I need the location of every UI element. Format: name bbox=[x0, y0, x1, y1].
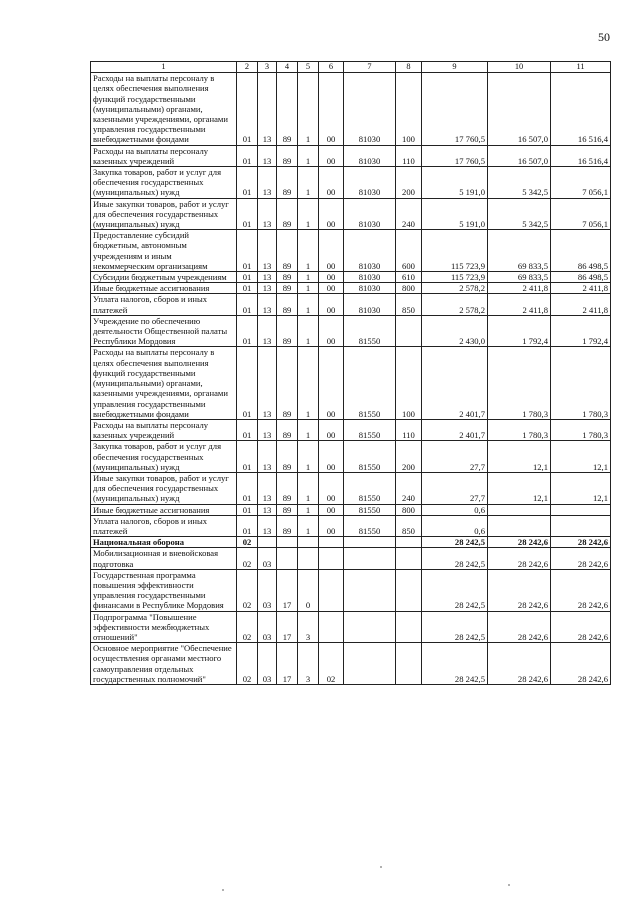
row-name-cell bbox=[91, 347, 237, 419]
row-name-cell bbox=[91, 441, 237, 473]
cell-col-5: 1 bbox=[298, 515, 319, 536]
cell-col-11: 1 780,3 bbox=[551, 419, 611, 440]
cell-col-6: 00 bbox=[319, 419, 344, 440]
cell-col-4: 89 bbox=[277, 294, 298, 315]
cell-col-3: 13 bbox=[258, 347, 277, 419]
cell-col-11: 28 242,6 bbox=[551, 548, 611, 569]
cell-col-11: 86 498,5 bbox=[551, 230, 611, 272]
row-name-cell bbox=[91, 230, 237, 272]
cell-col-6 bbox=[319, 611, 344, 643]
table-row bbox=[91, 472, 611, 504]
cell-col-4: 89 bbox=[277, 504, 298, 515]
header-cell: 3 bbox=[258, 62, 277, 73]
scan-speck bbox=[508, 884, 510, 886]
cell-col-11: 7 056,1 bbox=[551, 198, 611, 230]
scan-speck bbox=[380, 866, 382, 868]
cell-col-10 bbox=[488, 504, 551, 515]
table-row bbox=[91, 198, 611, 230]
cell-col-7: 81550 bbox=[344, 419, 396, 440]
row-name: Иные закупки товаров, работ и услуг для обеспечения государственных (муниципальных) нужд bbox=[93, 472, 229, 504]
row-name-cell bbox=[91, 145, 237, 166]
table-row bbox=[91, 145, 611, 166]
cell-col-11: 16 516,4 bbox=[551, 145, 611, 166]
cell-col-2: 01 bbox=[237, 504, 258, 515]
header-cell: 8 bbox=[396, 62, 422, 73]
cell-col-6: 00 bbox=[319, 504, 344, 515]
cell-col-4: 89 bbox=[277, 515, 298, 536]
cell-col-2: 01 bbox=[237, 283, 258, 294]
row-name: Национальная оборона bbox=[93, 537, 185, 548]
cell-col-9: 2 401,7 bbox=[422, 347, 488, 419]
cell-col-6: 00 bbox=[319, 167, 344, 199]
cell-col-3: 03 bbox=[258, 611, 277, 643]
cell-col-10: 1 780,3 bbox=[488, 347, 551, 419]
cell-col-2: 02 bbox=[237, 569, 258, 611]
row-name-cell bbox=[91, 472, 237, 504]
cell-col-3: 13 bbox=[258, 145, 277, 166]
table-row bbox=[91, 504, 611, 515]
cell-col-7: 81030 bbox=[344, 145, 396, 166]
cell-col-3: 13 bbox=[258, 294, 277, 315]
cell-col-6: 00 bbox=[319, 347, 344, 419]
cell-col-9: 17 760,5 bbox=[422, 145, 488, 166]
cell-col-11: 28 242,6 bbox=[551, 569, 611, 611]
cell-col-6 bbox=[319, 548, 344, 569]
cell-col-2: 01 bbox=[237, 515, 258, 536]
cell-col-9: 2 401,7 bbox=[422, 419, 488, 440]
row-name-cell bbox=[91, 537, 237, 548]
cell-col-4: 89 bbox=[277, 283, 298, 294]
cell-col-6: 00 bbox=[319, 230, 344, 272]
cell-col-2: 01 bbox=[237, 419, 258, 440]
cell-col-10: 2 411,8 bbox=[488, 283, 551, 294]
row-name-cell bbox=[91, 643, 237, 685]
cell-col-2: 01 bbox=[237, 294, 258, 315]
cell-col-5 bbox=[298, 537, 319, 548]
cell-col-7: 81030 bbox=[344, 272, 396, 283]
cell-col-9: 27,7 bbox=[422, 472, 488, 504]
cell-col-5: 1 bbox=[298, 230, 319, 272]
row-name-cell bbox=[91, 419, 237, 440]
cell-col-9: 115 723,9 bbox=[422, 272, 488, 283]
cell-col-7: 81550 bbox=[344, 347, 396, 419]
cell-col-11 bbox=[551, 515, 611, 536]
cell-col-2: 01 bbox=[237, 272, 258, 283]
cell-col-10: 1 780,3 bbox=[488, 419, 551, 440]
cell-col-7 bbox=[344, 569, 396, 611]
cell-col-9: 0,6 bbox=[422, 515, 488, 536]
cell-col-3: 13 bbox=[258, 198, 277, 230]
cell-col-10: 28 242,6 bbox=[488, 643, 551, 685]
cell-col-9: 28 242,5 bbox=[422, 548, 488, 569]
cell-col-9: 115 723,9 bbox=[422, 230, 488, 272]
cell-col-6: 02 bbox=[319, 643, 344, 685]
cell-col-5: 1 bbox=[298, 294, 319, 315]
cell-col-3: 13 bbox=[258, 504, 277, 515]
row-name: Уплата налогов, сборов и иных платежей bbox=[93, 515, 208, 536]
cell-col-2: 02 bbox=[237, 548, 258, 569]
cell-col-10: 69 833,5 bbox=[488, 272, 551, 283]
cell-col-3: 03 bbox=[258, 569, 277, 611]
row-name: Мобилизационная и вневойсковая подготовка bbox=[93, 548, 219, 569]
cell-col-4: 89 bbox=[277, 198, 298, 230]
cell-col-11: 16 516,4 bbox=[551, 73, 611, 145]
cell-col-5: 1 bbox=[298, 419, 319, 440]
cell-col-11: 86 498,5 bbox=[551, 272, 611, 283]
cell-col-3: 13 bbox=[258, 441, 277, 473]
cell-col-2: 02 bbox=[237, 611, 258, 643]
row-name: Иные бюджетные ассигнования bbox=[93, 283, 210, 294]
cell-col-7: 81550 bbox=[344, 504, 396, 515]
table-row bbox=[91, 441, 611, 473]
cell-col-5: 1 bbox=[298, 315, 319, 347]
cell-col-2: 01 bbox=[237, 145, 258, 166]
cell-col-7: 81550 bbox=[344, 515, 396, 536]
row-name: Расходы на выплаты персоналу в целях обеспечения выполнения функций государственными (муниципальными) органами, казенными учреждениями, органами управления государственными внебюджетными фондами bbox=[93, 347, 228, 419]
cell-col-6: 00 bbox=[319, 472, 344, 504]
cell-col-7: 81550 bbox=[344, 315, 396, 347]
cell-col-2: 02 bbox=[237, 643, 258, 685]
cell-col-11: 28 242,6 bbox=[551, 611, 611, 643]
table-row bbox=[91, 643, 611, 685]
cell-col-10: 16 507,0 bbox=[488, 73, 551, 145]
cell-col-2: 02 bbox=[237, 537, 258, 548]
header-cell: 4 bbox=[277, 62, 298, 73]
row-name: Предоставление субсидий бюджетным, автономным учреждениям и иным некоммерческим организациям bbox=[93, 230, 208, 271]
cell-col-10: 2 411,8 bbox=[488, 294, 551, 315]
row-name-cell bbox=[91, 548, 237, 569]
cell-col-11 bbox=[551, 504, 611, 515]
header-cell: 11 bbox=[551, 62, 611, 73]
row-name-cell bbox=[91, 294, 237, 315]
row-name: Закупка товаров, работ и услуг для обеспечения государственных (муниципальных) нужд bbox=[93, 167, 222, 198]
table-row bbox=[91, 569, 611, 611]
cell-col-3: 13 bbox=[258, 472, 277, 504]
cell-col-2: 01 bbox=[237, 198, 258, 230]
cell-col-11: 7 056,1 bbox=[551, 167, 611, 199]
cell-col-7: 81030 bbox=[344, 294, 396, 315]
cell-col-3: 13 bbox=[258, 419, 277, 440]
cell-col-8 bbox=[396, 537, 422, 548]
header-cell: 7 bbox=[344, 62, 396, 73]
cell-col-9: 27,7 bbox=[422, 441, 488, 473]
cell-col-8: 110 bbox=[396, 419, 422, 440]
cell-col-10 bbox=[488, 515, 551, 536]
cell-col-7: 81030 bbox=[344, 73, 396, 145]
table-row bbox=[91, 272, 611, 283]
cell-col-8 bbox=[396, 548, 422, 569]
cell-col-8 bbox=[396, 611, 422, 643]
cell-col-3 bbox=[258, 537, 277, 548]
cell-col-5: 1 bbox=[298, 347, 319, 419]
cell-col-10: 12,1 bbox=[488, 472, 551, 504]
cell-col-6: 00 bbox=[319, 515, 344, 536]
cell-col-7: 81030 bbox=[344, 198, 396, 230]
cell-col-5 bbox=[298, 548, 319, 569]
cell-col-3: 13 bbox=[258, 167, 277, 199]
cell-col-8: 100 bbox=[396, 73, 422, 145]
header-cell: 1 bbox=[91, 62, 237, 73]
cell-col-10: 28 242,6 bbox=[488, 537, 551, 548]
cell-col-4: 89 bbox=[277, 315, 298, 347]
cell-col-5: 1 bbox=[298, 73, 319, 145]
row-name: Расходы на выплаты персоналу казенных учреждений bbox=[93, 145, 209, 166]
cell-col-5: 1 bbox=[298, 472, 319, 504]
cell-col-6: 00 bbox=[319, 283, 344, 294]
cell-col-8: 800 bbox=[396, 283, 422, 294]
cell-col-6: 00 bbox=[319, 294, 344, 315]
row-name: Учреждение по обеспечению деятельности Общественной палаты Республики Мордовия bbox=[93, 315, 228, 347]
cell-col-11: 2 411,8 bbox=[551, 294, 611, 315]
row-name-cell bbox=[91, 283, 237, 294]
cell-col-8: 240 bbox=[396, 198, 422, 230]
table-row bbox=[91, 515, 611, 536]
cell-col-10: 16 507,0 bbox=[488, 145, 551, 166]
cell-col-8 bbox=[396, 643, 422, 685]
cell-col-7: 81550 bbox=[344, 472, 396, 504]
cell-col-11: 12,1 bbox=[551, 472, 611, 504]
cell-col-7 bbox=[344, 537, 396, 548]
cell-col-6 bbox=[319, 537, 344, 548]
cell-col-3: 13 bbox=[258, 315, 277, 347]
cell-col-10: 12,1 bbox=[488, 441, 551, 473]
row-name-cell bbox=[91, 515, 237, 536]
cell-col-4: 89 bbox=[277, 230, 298, 272]
table-row bbox=[91, 315, 611, 347]
cell-col-3: 13 bbox=[258, 272, 277, 283]
cell-col-9: 28 242,5 bbox=[422, 537, 488, 548]
cell-col-4 bbox=[277, 548, 298, 569]
cell-col-10: 5 342,5 bbox=[488, 167, 551, 199]
cell-col-4: 17 bbox=[277, 643, 298, 685]
cell-col-4: 89 bbox=[277, 472, 298, 504]
cell-col-9: 2 430,0 bbox=[422, 315, 488, 347]
cell-col-4: 89 bbox=[277, 167, 298, 199]
cell-col-5: 1 bbox=[298, 198, 319, 230]
cell-col-4: 17 bbox=[277, 611, 298, 643]
table-row bbox=[91, 419, 611, 440]
cell-col-5: 3 bbox=[298, 611, 319, 643]
cell-col-10: 28 242,6 bbox=[488, 548, 551, 569]
cell-col-2: 01 bbox=[237, 347, 258, 419]
cell-col-6: 00 bbox=[319, 198, 344, 230]
row-name: Расходы на выплаты персоналу в целях обеспечения выполнения функций государственными (муниципальными) органами, казенными учреждениями, органами управления государственными внебюджетными фондами bbox=[93, 73, 228, 145]
row-name: Подпрограмма "Повышение эффективности межбюджетных отношений" bbox=[93, 611, 210, 642]
cell-col-9: 28 242,5 bbox=[422, 611, 488, 643]
cell-col-9: 28 242,5 bbox=[422, 569, 488, 611]
cell-col-10: 28 242,6 bbox=[488, 611, 551, 643]
cell-col-7 bbox=[344, 611, 396, 643]
cell-col-6: 00 bbox=[319, 315, 344, 347]
row-name-cell bbox=[91, 504, 237, 515]
cell-col-2: 01 bbox=[237, 315, 258, 347]
cell-col-8: 200 bbox=[396, 441, 422, 473]
cell-col-9: 5 191,0 bbox=[422, 167, 488, 199]
cell-col-8: 610 bbox=[396, 272, 422, 283]
header-cell: 6 bbox=[319, 62, 344, 73]
table-row bbox=[91, 283, 611, 294]
cell-col-4: 89 bbox=[277, 272, 298, 283]
cell-col-11: 12,1 bbox=[551, 441, 611, 473]
cell-col-2: 01 bbox=[237, 472, 258, 504]
row-name: Иные бюджетные ассигнования bbox=[93, 504, 210, 515]
row-name-cell bbox=[91, 611, 237, 643]
cell-col-9: 5 191,0 bbox=[422, 198, 488, 230]
table-row bbox=[91, 347, 611, 419]
cell-col-5: 1 bbox=[298, 283, 319, 294]
cell-col-3: 13 bbox=[258, 515, 277, 536]
cell-col-2: 01 bbox=[237, 167, 258, 199]
budget-table bbox=[90, 61, 611, 685]
cell-col-7: 81030 bbox=[344, 283, 396, 294]
table-row bbox=[91, 548, 611, 569]
cell-col-3: 13 bbox=[258, 73, 277, 145]
cell-col-7 bbox=[344, 643, 396, 685]
row-name-cell bbox=[91, 73, 237, 145]
cell-col-6: 00 bbox=[319, 73, 344, 145]
cell-col-2: 01 bbox=[237, 73, 258, 145]
cell-col-10: 69 833,5 bbox=[488, 230, 551, 272]
cell-col-9: 2 578,2 bbox=[422, 283, 488, 294]
cell-col-5: 1 bbox=[298, 504, 319, 515]
cell-col-8: 850 bbox=[396, 294, 422, 315]
cell-col-8: 200 bbox=[396, 167, 422, 199]
cell-col-10: 5 342,5 bbox=[488, 198, 551, 230]
table-row bbox=[91, 73, 611, 145]
cell-col-2: 01 bbox=[237, 441, 258, 473]
cell-col-3: 03 bbox=[258, 643, 277, 685]
cell-col-11: 1 792,4 bbox=[551, 315, 611, 347]
cell-col-3: 13 bbox=[258, 230, 277, 272]
row-name: Основное мероприятие "Обеспечение осуществления органами местного самоуправления отдельных государственных полномочий" bbox=[93, 643, 232, 684]
cell-col-6 bbox=[319, 569, 344, 611]
cell-col-10: 1 792,4 bbox=[488, 315, 551, 347]
cell-col-4: 89 bbox=[277, 419, 298, 440]
row-name: Государственная программа повышения эффективности управления государственными финансами в Республике Мордовия bbox=[93, 569, 224, 611]
cell-col-8 bbox=[396, 315, 422, 347]
cell-col-5: 1 bbox=[298, 441, 319, 473]
header-cell: 5 bbox=[298, 62, 319, 73]
cell-col-8: 800 bbox=[396, 504, 422, 515]
header-cell: 9 bbox=[422, 62, 488, 73]
cell-col-3: 13 bbox=[258, 283, 277, 294]
cell-col-8: 240 bbox=[396, 472, 422, 504]
cell-col-10: 28 242,6 bbox=[488, 569, 551, 611]
cell-col-9: 28 242,5 bbox=[422, 643, 488, 685]
cell-col-2: 01 bbox=[237, 230, 258, 272]
cell-col-4: 89 bbox=[277, 441, 298, 473]
cell-col-7: 81030 bbox=[344, 230, 396, 272]
cell-col-4: 89 bbox=[277, 145, 298, 166]
cell-col-5: 1 bbox=[298, 167, 319, 199]
cell-col-6: 00 bbox=[319, 441, 344, 473]
cell-col-6: 00 bbox=[319, 272, 344, 283]
cell-col-7: 81030 bbox=[344, 167, 396, 199]
cell-col-9: 2 578,2 bbox=[422, 294, 488, 315]
page-number: 50 bbox=[598, 30, 610, 44]
row-name: Закупка товаров, работ и услуг для обеспечения государственных (муниципальных) нужд bbox=[93, 441, 222, 472]
cell-col-8 bbox=[396, 569, 422, 611]
table-row bbox=[91, 294, 611, 315]
row-name: Уплата налогов, сборов и иных платежей bbox=[93, 294, 208, 315]
header-cell: 2 bbox=[237, 62, 258, 73]
cell-col-7 bbox=[344, 548, 396, 569]
cell-col-8: 110 bbox=[396, 145, 422, 166]
cell-col-4: 89 bbox=[277, 347, 298, 419]
cell-col-8: 850 bbox=[396, 515, 422, 536]
cell-col-8: 600 bbox=[396, 230, 422, 272]
table-row bbox=[91, 230, 611, 272]
cell-col-8: 100 bbox=[396, 347, 422, 419]
row-name-cell bbox=[91, 272, 237, 283]
cell-col-4: 89 bbox=[277, 73, 298, 145]
cell-col-11: 28 242,6 bbox=[551, 537, 611, 548]
row-name-cell bbox=[91, 315, 237, 347]
row-name-cell bbox=[91, 198, 237, 230]
cell-col-5: 3 bbox=[298, 643, 319, 685]
cell-col-4 bbox=[277, 537, 298, 548]
cell-col-11: 2 411,8 bbox=[551, 283, 611, 294]
cell-col-5: 0 bbox=[298, 569, 319, 611]
row-name-cell bbox=[91, 167, 237, 199]
cell-col-9: 17 760,5 bbox=[422, 73, 488, 145]
table-row bbox=[91, 611, 611, 643]
cell-col-6: 00 bbox=[319, 145, 344, 166]
row-name: Расходы на выплаты персоналу казенных учреждений bbox=[93, 419, 209, 441]
header-row bbox=[91, 62, 611, 73]
row-name: Иные закупки товаров, работ и услуг для обеспечения государственных (муниципальных) нужд bbox=[93, 198, 229, 230]
cell-col-4: 17 bbox=[277, 569, 298, 611]
row-name: Субсидии бюджетным учреждениям bbox=[93, 272, 227, 283]
scan-speck bbox=[222, 889, 224, 891]
cell-col-9: 0,6 bbox=[422, 504, 488, 515]
cell-col-11: 1 780,3 bbox=[551, 347, 611, 419]
cell-col-5: 1 bbox=[298, 145, 319, 166]
header-cell: 10 bbox=[488, 62, 551, 73]
cell-col-11: 28 242,6 bbox=[551, 643, 611, 685]
row-name-cell bbox=[91, 569, 237, 611]
cell-col-5: 1 bbox=[298, 272, 319, 283]
table-row bbox=[91, 167, 611, 199]
table-row bbox=[91, 537, 611, 548]
cell-col-7: 81550 bbox=[344, 441, 396, 473]
cell-col-3: 03 bbox=[258, 548, 277, 569]
